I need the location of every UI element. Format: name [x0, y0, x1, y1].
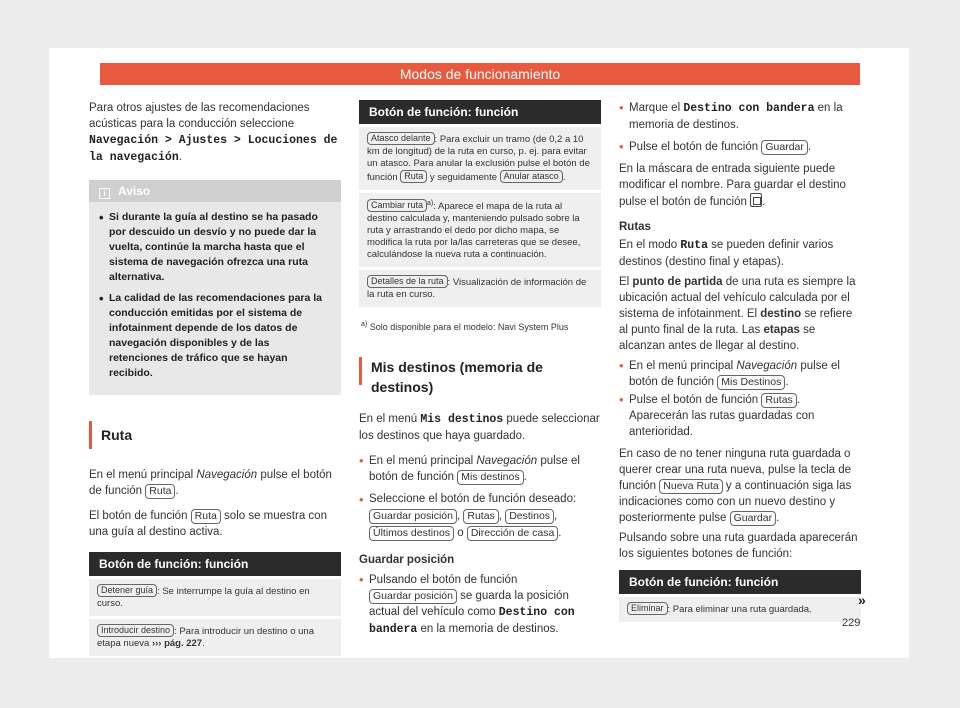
atasco-delante-button[interactable]: Atasco delante	[367, 132, 435, 145]
table-row: Detener guía : Se interrumpe la guía al destino en curso.	[89, 579, 341, 616]
cambiar-ruta-button[interactable]: Cambiar ruta	[367, 199, 427, 212]
paragraph: En el menú Mis destinos puede seleccionar los destinos que haya guardado.	[359, 413, 600, 443]
direccion-casa-button[interactable]: Dirección de casa	[467, 526, 558, 541]
mis-destinos-button[interactable]: Mis Destinos	[717, 375, 785, 390]
subheading: Guardar posición	[359, 554, 455, 567]
paragraph: Pulsando sobre una ruta guardada aparecerán los siguientes botones de función:	[619, 532, 858, 560]
paragraph: El punto de partida de una ruta es siempre la ubicación actual del vehículo calculada por el sistema de infotainment. El destino se refiere al punto final de la ruta. Las etapas se alcanzan antes de llegar al destino.	[619, 276, 856, 352]
list-item: • En el menú principal Navegación pulse el botón de función Mis destinos .	[359, 453, 601, 485]
introducir-destino-button[interactable]: Introducir destino	[97, 624, 174, 637]
footnote: $^{a)}$ Solo disponible para el modelo: Navi System Plus	[361, 321, 569, 333]
detalles-ruta-button[interactable]: Detalles de la ruta	[367, 275, 448, 288]
ruta-button[interactable]: Ruta	[400, 170, 427, 183]
rutas-button[interactable]: Rutas	[761, 393, 796, 408]
paragraph: En la máscara de entrada siguiente puede modificar el nombre. Para guardar el destino pulse el botón de función .	[619, 163, 846, 208]
continue-mark: »	[858, 592, 866, 608]
mis-destinos-button[interactable]: Mis destinos	[457, 470, 523, 485]
page-header: Modos de funcionamiento	[100, 63, 860, 85]
ruta-button[interactable]: Ruta	[145, 484, 175, 499]
list-item: • Pulse el botón de función Guardar .	[619, 139, 861, 155]
intro-paragraph: Para otros ajustes de las recomendaciones acústicas para la conducción seleccione Navegación > Ajustes > Locuciones de la navegación.	[89, 102, 338, 164]
guardar-button[interactable]: Guardar	[761, 140, 808, 155]
list-item: • Pulsando el botón de función Guardar posición se guarda la posición actual del vehículo como Destino con bandera en la memoria de destinos.	[359, 572, 601, 638]
list-item: • Marque el Destino con bandera en la memoria de destinos.	[619, 100, 861, 133]
destinos-button[interactable]: Destinos	[505, 509, 554, 524]
table-header: Botón de función: función	[619, 570, 861, 594]
notice-item: • Si durante la guía al destino se ha pasado por descuido un desvío y no puede dar la vuelta, continúe la marcha hasta que el sistema de navegación ofrezca una ruta alternativa.	[99, 210, 331, 285]
rutas-button[interactable]: Rutas	[463, 509, 498, 524]
guardar-button[interactable]: Guardar	[730, 511, 777, 526]
list-item: • En el menú principal Navegación pulse el botón de función Mis Destinos .	[619, 358, 861, 390]
subheading: Rutas	[619, 221, 651, 233]
nueva-ruta-button[interactable]: Nueva Ruta	[659, 479, 722, 494]
ultimos-destinos-button[interactable]: Últimos destinos	[369, 526, 454, 541]
info-icon: i	[99, 188, 110, 199]
section-title-ruta: Ruta	[89, 421, 341, 449]
table-row: Atasco delante : Para excluir un tramo (de 0,2 a 10 km de longitud) de la ruta en curso, p. ej. para evitar un atasco. Para anular la exclusión pulse el botón de función Ruta y seguidamente Anular atasco .	[359, 127, 601, 190]
detener-guia-button[interactable]: Detener guía	[97, 584, 157, 597]
table-header: Botón de función: función	[359, 100, 601, 124]
column-3	[619, 100, 861, 622]
table-row: Cambiar ruta $^{a)}$: Aparece el mapa de la ruta al destino calculada y, manteniendo pulsado sobre la ruta y arrastrando el dedo por dicho mapa, se modifica la ruta por la/las carreteras que se desee, calculándose la nueva ruta a continuación.	[359, 193, 601, 267]
save-icon[interactable]	[750, 193, 762, 207]
list-item: • Seleccione el botón de función deseado: Guardar posición , Rutas , Destinos , Últimos destinos o Dirección de casa .	[359, 491, 601, 542]
table-row: Detalles de la ruta : Visualización de información de la ruta en curso.	[359, 270, 601, 307]
column-1	[89, 100, 341, 656]
notice-item: • La calidad de las recomendaciones para la conducción emitidas por el sistema de infotainment depende de los datos de navegación disponibles y de las retenciones de tráfico que se hayan recibido.	[99, 291, 331, 381]
table-header: Botón de función: función	[89, 552, 341, 576]
section-title-mis-destinos: Mis destinos (memoria de destinos)	[359, 357, 601, 397]
table-row: Eliminar : Para eliminar una ruta guardada.	[619, 597, 861, 622]
table-row: Introducir destino : Para introducir un destino o una etapa nueva ››› pág. 227.	[89, 619, 341, 656]
eliminar-button[interactable]: Eliminar	[627, 602, 668, 615]
guardar-posicion-button[interactable]: Guardar posición	[369, 589, 457, 604]
paragraph: En caso de no tener ninguna ruta guardada o querer crear una ruta nueva, pulse la tecla de función Nueva Ruta y a continuación siga las indicaciones como con un nuevo destino y posteriormente pulse Guardar .	[619, 448, 852, 524]
list-item: • Pulse el botón de función Rutas . Aparecerán las rutas guardadas con anterioridad.	[619, 392, 861, 440]
notice-header: i Aviso	[89, 180, 341, 202]
ruta-button[interactable]: Ruta	[191, 509, 221, 524]
anular-atasco-button[interactable]: Anular atasco	[500, 170, 563, 183]
page-number: 229	[842, 617, 861, 629]
paragraph: En el modo Ruta se pueden definir varios destinos (destino final y etapas).	[619, 239, 834, 268]
paragraph: El botón de función Ruta solo se muestra con una guía al destino activa.	[89, 510, 327, 538]
guardar-posicion-button[interactable]: Guardar posición	[369, 509, 457, 524]
paragraph: En el menú principal Navegación pulse el botón de función Ruta .	[89, 469, 332, 497]
column-2	[359, 100, 601, 644]
notice-box	[89, 180, 341, 395]
